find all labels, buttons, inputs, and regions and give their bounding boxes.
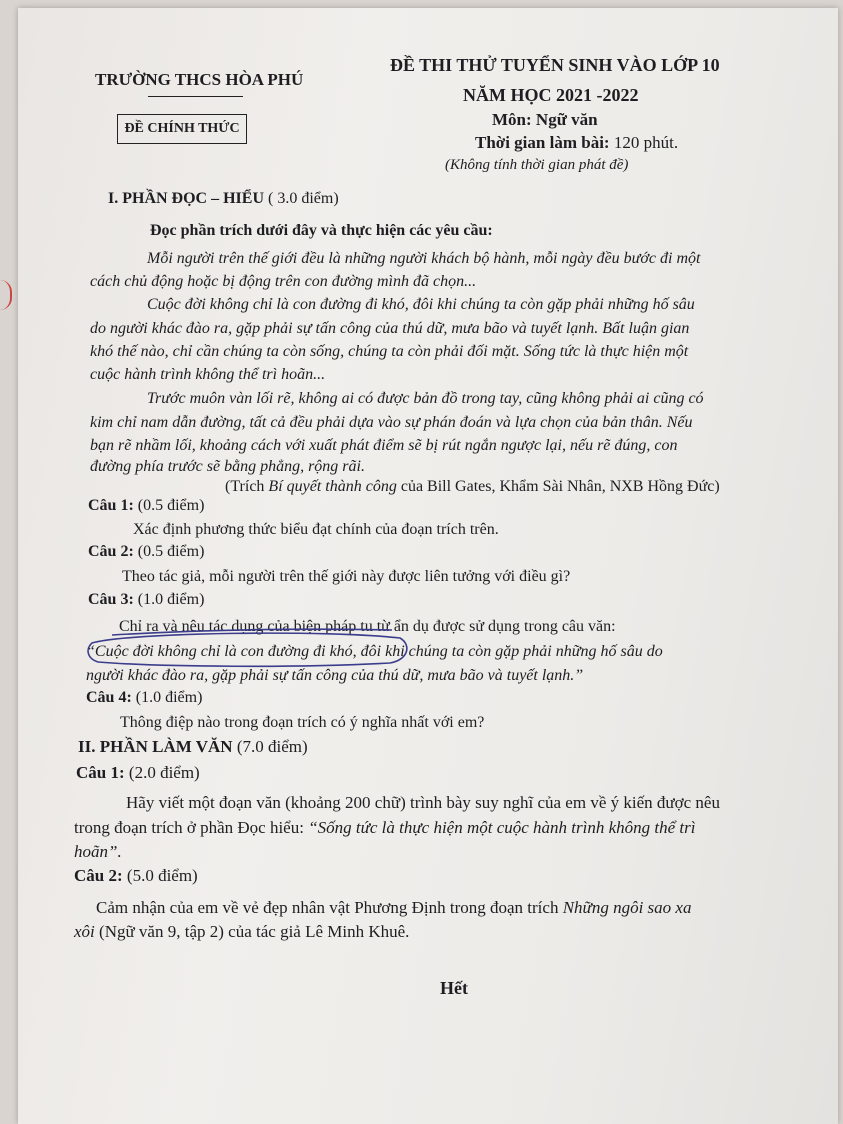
section1-points: ( 3.0 điểm) [268,190,339,207]
question-label: Câu 2: [88,543,134,560]
essay-question-1-header [76,763,200,783]
passage-line: cách chủ động hoặc bị động trên con đường mình đã chọn... [90,273,477,290]
essay-q2-prefix: Cảm nhận của em về vẻ đẹp nhân vật Phương Định trong đoạn trích [96,898,563,917]
question-points: (5.0 điểm) [126,866,198,885]
question-1-text: Xác định phương thức biểu đạt chính của đoạn trích trên. [133,521,499,538]
question-points: (1.0 điểm) [135,689,203,706]
source-book: Bí quyết thành công [268,478,397,495]
school-name: TRƯỜNG THCS HÒA PHÚ [95,70,304,89]
essay-question-2-line2 [74,922,409,942]
source-suffix: của Bill Gates, Khẩm Sài Nhân, NXB Hồng Đức) [396,478,720,495]
subject-label: Môn: [492,110,532,129]
question-label: Câu 4: [86,689,132,706]
time-label: Thời gian làm bài: [475,133,610,152]
question-3-text: Chỉ ra và nêu tác dụng của biện pháp tu từ ẩn dụ được sử dụng trong câu văn: [119,618,616,635]
question-label: Câu 3: [88,591,134,608]
exam-paper [18,8,838,1124]
question-points: (0.5 điểm) [137,497,205,514]
question-points: (1.0 điểm) [137,591,205,608]
question-points: (0.5 điểm) [137,543,205,560]
time-note: (Không tính thời gian phát đề) [445,157,629,173]
passage-source [225,478,720,496]
essay-question-1-line2 [74,818,696,838]
essay-question-2-line1 [96,898,691,918]
red-ink-mark [0,280,12,310]
question-2-header [88,543,204,561]
time-line [475,133,678,153]
section2-title [78,737,308,757]
passage-line: Trước muôn vàn lối rẽ, không ai có được bản đồ trong tay, cũng không phải ai cũng có [147,390,704,407]
section1-instruction: Đọc phần trích dưới đây và thực hiện các yêu cầu: [150,222,493,239]
essay-question-2-header [74,866,198,886]
passage-line: Cuộc đời không chỉ là con đường đi khó, đôi khi chúng ta còn gặp phải những hố sâu [147,296,695,313]
section2-points: (7.0 điểm) [236,737,308,756]
passage-line: đường phía trước sẽ bằng phẳng, rộng rãi. [90,458,365,475]
subject-value: Ngữ văn [535,110,598,129]
essay-q2-suffix: (Ngữ văn 9, tập 2) của tác giả Lê Minh Khuê. [94,922,410,941]
essay-q2-title: Những ngôi sao xa [562,898,692,917]
question-3-quote-line1: “Cuộc đời không chỉ là con đường đi khó, đôi khi chúng ta còn gặp phải những hố sâu do [86,643,663,660]
school-underline [148,96,243,97]
end-mark: Hết [440,978,468,998]
passage-line: bạn rẽ nhầm lối, khoảng cách với xuất phát điểm sẽ bị rút ngắn ngược lại, nếu rẽ đúng, con [90,437,678,454]
section1-title-text: I. PHẦN ĐỌC – HIỂU [108,190,265,207]
section1-title [108,190,339,208]
question-points: (2.0 điểm) [128,763,200,782]
question-2-text: Theo tác giả, mỗi người trên thế giới này được liên tưởng với điều gì? [122,568,571,585]
question-4-text: Thông điệp nào trong đoạn trích có ý nghĩa nhất với em? [120,714,485,731]
passage-line: khó thế nào, chỉ cần chúng ta còn sống, chúng ta còn phải đối mặt. Sống tức là thực hiện một [90,343,689,360]
question-label: Câu 1: [88,497,134,514]
source-prefix: (Trích [225,478,269,495]
exam-title: ĐỀ THI THỬ TUYỂN SINH VÀO LỚP 10 [390,55,720,75]
question-label: Câu 1: [76,763,125,782]
time-value: 120 phút. [613,133,679,152]
question-3-header [88,591,204,609]
question-4-header [86,689,202,707]
passage-line: do người khác đào ra, gặp phải sự tấn công của thú dữ, mưa bão và tuyết lạnh. Bất luận gian [90,320,690,337]
essay-question-1-line1: Hãy viết một đoạn văn (khoảng 200 chữ) trình bày suy nghĩ của em về ý kiến được nêu [126,793,720,812]
essay-question-1-line3: hoãn”. [74,842,122,861]
passage-line: kim chỉ nam dẫn đường, tất cả đều phải dựa vào sự phán đoán và lựa chọn của bản thân. Nếu [90,414,693,431]
question-label: Câu 2: [74,866,123,885]
question-1-header [88,497,204,515]
school-year: NĂM HỌC 2021 -2022 [463,85,639,105]
section2-title-text: II. PHẦN LÀM VĂN [78,737,233,756]
passage-line: cuộc hành trình không thể trì hoãn... [90,366,326,383]
official-label: ĐỀ CHÍNH THỨC [117,114,247,144]
essay-q2-title-end: xôi [74,922,95,941]
subject-line [492,110,598,130]
essay-q1-prefix: trong đoạn trích ở phần Đọc hiểu: [74,818,309,837]
question-3-quote-line2: người khác đào ra, gặp phải sự tấn công của thú dữ, mưa bão và tuyết lạnh.” [86,667,584,684]
essay-q1-quote: “Sống tức là thực hiện một cuộc hành trình không thể trì [308,818,696,837]
passage-line: Mỗi người trên thế giới đều là những người khách bộ hành, mỗi ngày đều bước đi một [147,250,701,267]
